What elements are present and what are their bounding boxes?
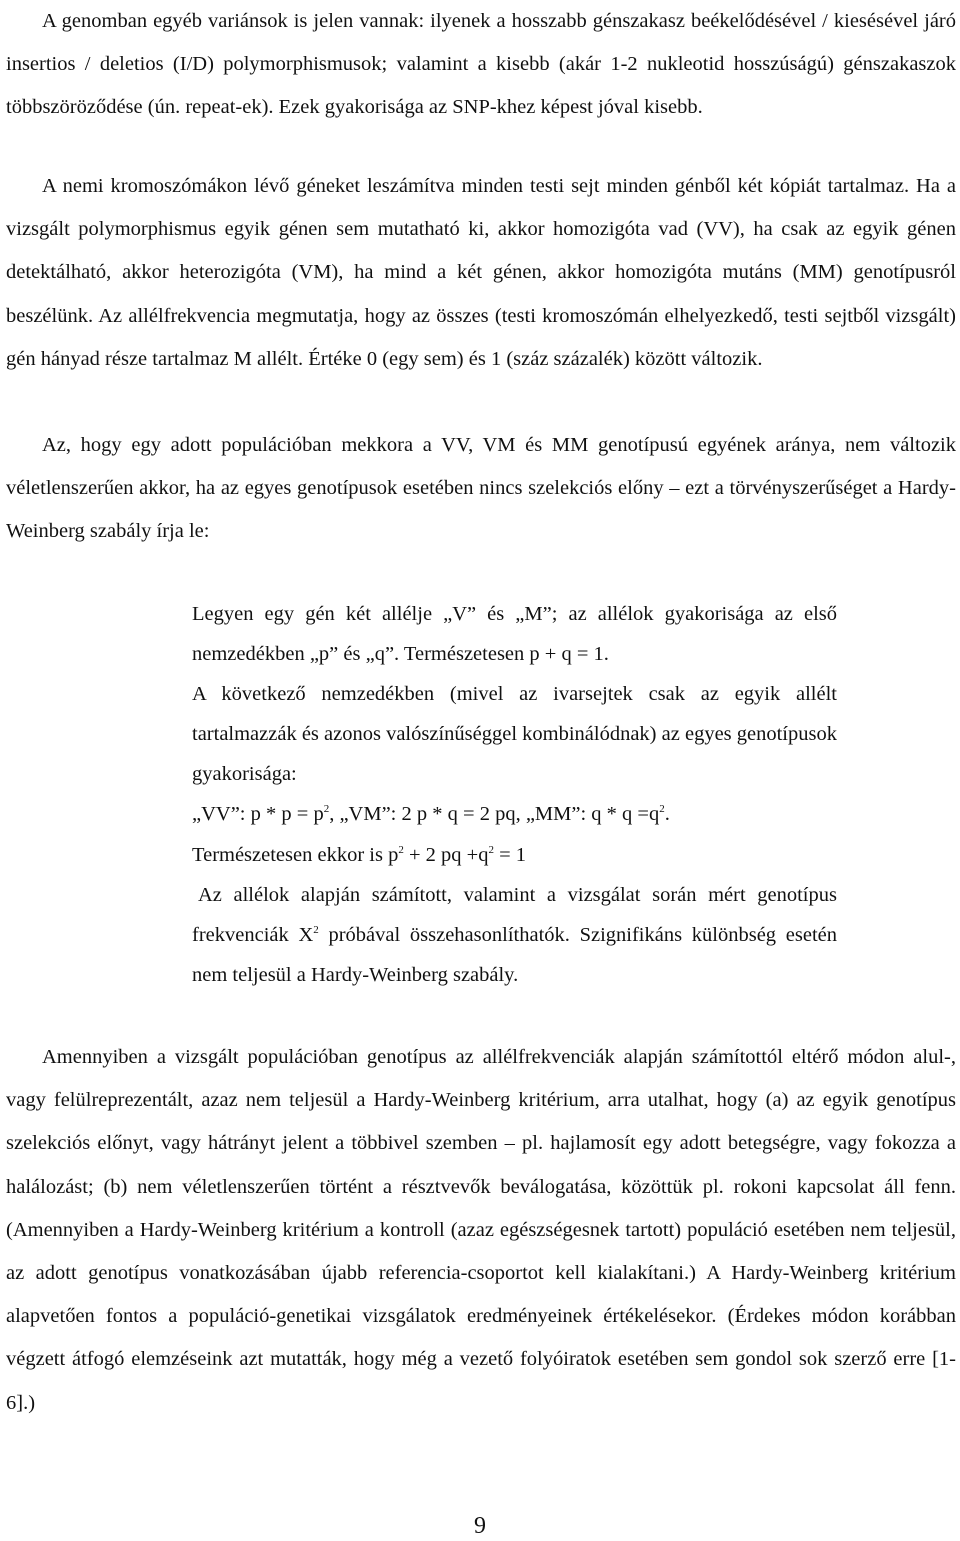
- paragraph-hardy-weinberg-intro: [6, 424, 956, 554]
- paragraph-text: Amennyiben a vizsgált populációban genotípus az allélfrekvenciák alapján számítottól eltérő módon alul-, vagy felülreprezentált, azaz nem teljesül a Hardy-Weinberg kritérium, arra utalhat, hogy (a) az egyik genotípus szelekciós előnyt, vagy hátrányt jelent a többivel szemben – pl. hajlamosít egy adott betegségre, vagy fokozza a halálozást; (b) nem véletlenszerűen történt a résztvevők beválogatása, közöttük pl. rokoni kapcsolat áll fenn. (Amennyiben a Hardy-Weinberg kritérium a kontroll (azaz egészségesnek tartott) populáció esetében nem teljesül, az adott genotípus vonatkozásában újabb referencia-csoportot kell kialakítani.) A Hardy-Weinberg kritérium alapvetően fontos a populáció-genetikai vizsgálatok eredményeinek értékelésekor. (Érdekes módon korábban végzett átfogó elemzéseink azt mutatták, hogy még a vezető folyóiratok esetében sem gondol sok szerző erre [1-6].): [6, 1046, 956, 1414]
- paragraph-genome-variants: [6, 0, 956, 130]
- formula-text: .: [664, 803, 670, 826]
- formula-text: = 1: [493, 843, 527, 866]
- hardy-weinberg-box: [192, 594, 837, 995]
- paragraph-text: A genomban egyéb variánsok is jelen vannak: ilyenek a hosszabb génszakasz beékelődésével / kiesésével járó insertios / deletios (I/D) polymorphismusok; valamint a kisebb (akár 1-2 nukleotid hosszúságú) génszakaszok többszöröződése (ún. repeat-ek). Ezek gyakorisága az SNP-khez képest jóval kisebb.: [6, 10, 956, 119]
- superscript: 2: [398, 843, 404, 856]
- superscript: 2: [313, 923, 319, 936]
- paragraph-text: Az, hogy egy adott populációban mekkora a VV, VM és MM genotípusú egyének aránya, nem változik véletlenszerűen akkor, ha az egyes genotípusok esetében nincs szelekciós előny – ezt a törvényszerűséget a Hardy-Weinberg szabály írja le:: [6, 434, 956, 543]
- superscript: 2: [323, 803, 330, 816]
- paragraph-hardy-weinberg-deviation: [6, 1036, 956, 1425]
- box-next-generation: A következő nemzedékben (mivel az ivarsejtek csak az egyik allélt tartalmazzák és azonos valószínűséggel kombinálódnak) az egyes genotípusok gyakorisága:: [192, 683, 837, 786]
- superscript: 2: [488, 843, 494, 856]
- superscript: 2: [659, 803, 665, 816]
- formula-text: Természetesen ekkor is p: [192, 843, 399, 866]
- paragraph-sex-chromosomes: [6, 165, 956, 381]
- box-definition: Legyen egy gén két allélje „V” és „M”; az allélok gyakorisága az első nemzedékben „p” és „q”. Természetesen p + q = 1.: [192, 603, 837, 666]
- formula-text: + 2 pq +q: [403, 843, 489, 866]
- page-number: 9: [474, 1513, 486, 1539]
- box-sum-formula: [192, 835, 837, 875]
- box-chi-square-text: [192, 875, 837, 995]
- chi-text: próbával összehasonlíthatók. Szignifikáns különbség esetén nem teljesül a Hardy-Weinberg szabály.: [192, 923, 837, 986]
- formula-text: , „VM”: 2 p * q = 2 pq, „MM”: q * q =q: [329, 803, 660, 826]
- formula-text: „VV”: p * p = p: [192, 803, 324, 826]
- paragraph-text: A nemi kromoszómákon lévő géneket leszámítva minden testi sejt minden génből két kópiát tartalmaz. Ha a vizsgált polymorphismus egyik génen sem mutatható ki, akkor homozigóta vad (VV), ha csak az egyik génen detektálható, akkor heterozigóta (VM), ha mind a két génen, akkor homozigóta mutáns (MM) genotípusról beszélünk. Az allélfrekvencia megmutatja, hogy az összes (testi kromoszómán elhelyezkedő, testi sejtből vizsgált) gén hányad része tartalmaz M allélt. Értéke 0 (egy sem) és 1 (száz százalék) között változik.: [6, 175, 956, 370]
- chi-text: Az allélok alapján számított, valamint a vizsgálat során mért genotípus frekvenciák X: [192, 883, 837, 946]
- box-genotype-formula: [192, 794, 837, 834]
